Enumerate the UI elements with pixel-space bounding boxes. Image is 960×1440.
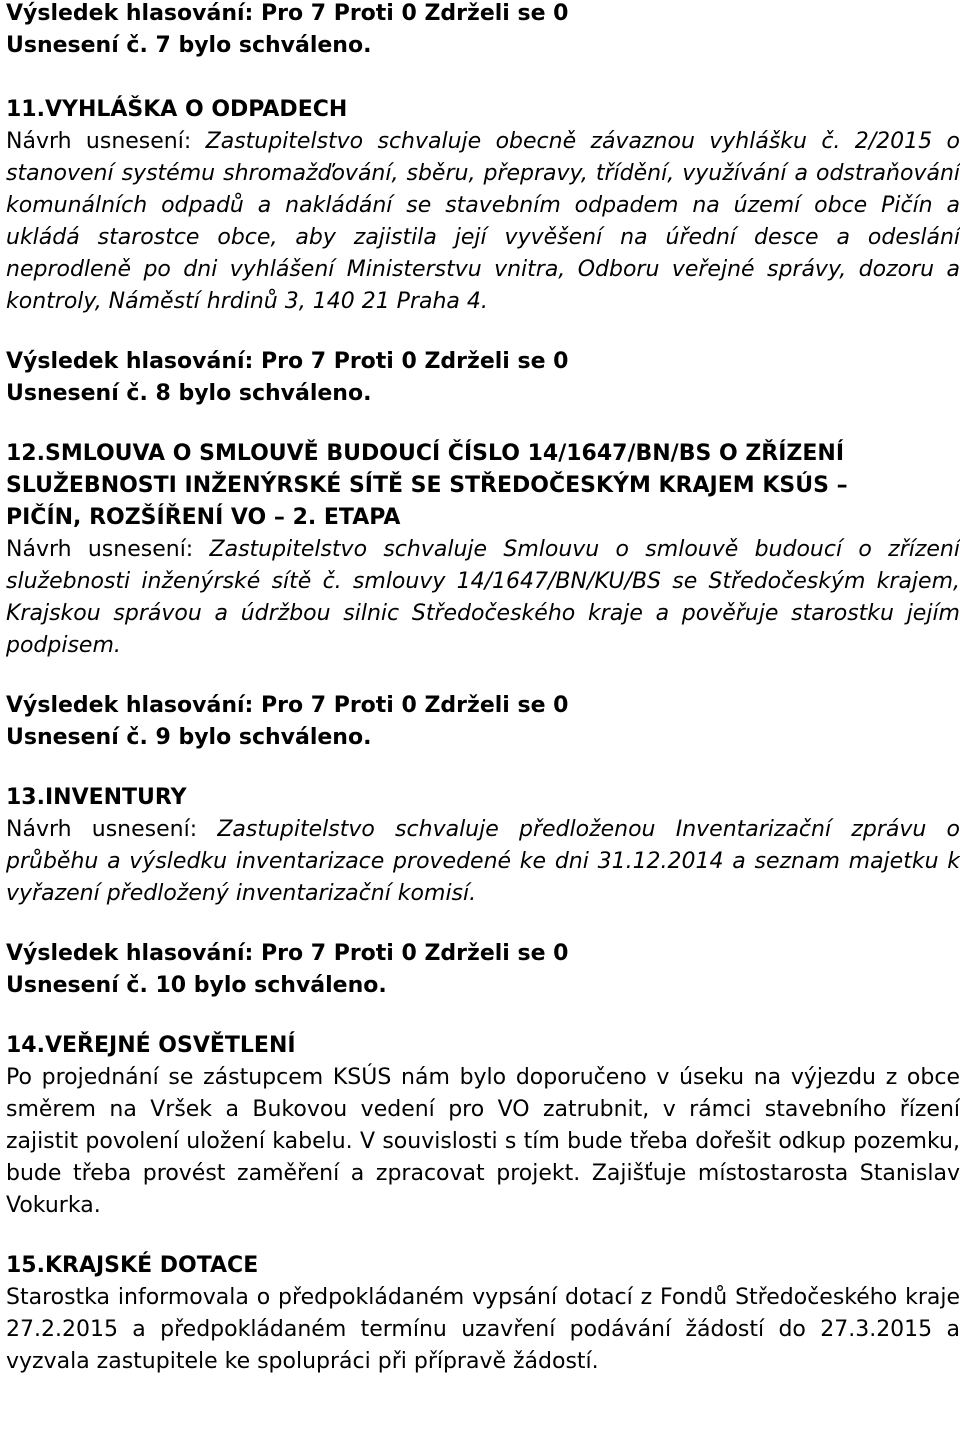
item-13-number: 13. [6,785,45,810]
item-12-proposal-label: Návrh usnesení: [6,537,210,562]
resolution-9: Usnesení č. 9 bylo schváleno. [6,725,372,750]
spacer [6,1002,960,1030]
item-15-title: KRAJSKÉ DOTACE [44,1253,259,1278]
item-15-number: 15. [6,1253,45,1278]
spacer [6,754,960,782]
item-12-heading-line3: PIČÍN, ROZŠÍŘENÍ VO – 2. ETAPA [6,505,401,530]
resolution-10: Usnesení č. 10 bylo schváleno. [6,973,387,998]
spacer [6,1222,960,1250]
item-13-proposal-label: Návrh usnesení: [6,817,218,842]
resolution-7: Usnesení č. 7 bylo schváleno. [6,33,372,58]
resolution-8: Usnesení č. 8 bylo schváleno. [6,381,372,406]
item-14-heading [6,1030,960,1062]
agenda-item-15 [6,1250,960,1378]
item-11-number: 11. [6,97,45,122]
item-11-proposal [6,126,960,318]
spacer [6,410,960,438]
item-12-number: 12. [6,441,45,466]
item-14-title: VEŘEJNÉ OSVĚTLENÍ [44,1033,296,1058]
item-12-heading [6,438,960,470]
item-13-proposal [6,814,960,910]
item-11-proposal-label: Návrh usnesení: [6,129,206,154]
agenda-item-11 [6,94,960,410]
item-13-heading [6,782,960,814]
item-15-heading [6,1250,960,1282]
item-13-proposal-text: Zastupitelstvo schvaluje předloženou Inventarizační zprávu o průběhu a výsledku inventarizace provedené ke dni 31.12.2014 a seznam majetku k vyřazení předložený inventarizační komisí. [6,817,960,906]
item-12-title-line1: SMLOUVA O SMLOUVĚ BUDOUCÍ ČÍSLO 14/1647/BN/BS O ZŘÍZENÍ [44,441,844,466]
spacer [6,318,960,346]
vote-result-10: Výsledek hlasování: Pro 7 Proti 0 Zdrželi se 0 [6,941,569,966]
vote-result-8: Výsledek hlasování: Pro 7 Proti 0 Zdrželi se 0 [6,349,569,374]
item-11-proposal-text: Zastupitelstvo schvaluje obecně závaznou vyhlášku č. 2/2015 o stanovení systému shromažďování, sběru, přepravy, třídění, využívání a odstraňování komunálních odpadů a nakládání se stavebním odpadem na území obce Pičín a ukládá starostce obce, aby zajistila její vyvěšení na úřední desce a odeslání neprodleně po dni vyhlášení Ministerstvu vnitra, Odboru veřejné správy, dozoru a kontroly, Náměstí hrdinů 3, 140 21 Praha 4. [6,129,960,314]
item-12-proposal-text-a: Zastupitelstvo schvaluje Smlouvu o smlouvě budoucí o zřízení služebnosti inženýrské sítě č. [6,537,960,594]
spacer [6,662,960,690]
item-11-heading [6,94,960,126]
item-13-title: INVENTURY [44,785,187,810]
spacer [6,62,960,94]
item-12-proposal [6,534,960,662]
item-15-text: Starostka informovala o předpokládaném vypsání dotací z Fondů Středočeského kraje 27.2.2015 a předpokládaném termínu uzavření podávání žádostí do 27.3.2015 a vyzvala zastupitele ke spolupráci při přípravě žádostí. [6,1285,960,1374]
agenda-item-12 [6,438,960,754]
item-14-text: Po projednání se zástupcem KSÚS nám bylo doporučeno v úseku na výjezdu z obce směrem na Vršek a Bukovou vedení pro VO zatrubnit, v rámci stavebního řízení zajistit povolení uložení kabelu. V souvislosti s tím bude třeba dořešit odkup pozemku, bude třeba provést zaměření a zpracovat projekt. Zajišťuje místostarosta Stanislav Vokurka. [6,1065,960,1218]
spacer [6,910,960,938]
item-12-proposal-text-b: smlouvy 14/1647/BN/KU/BS se Středočeským krajem, Krajskou správou a údržbou silnic Středočeského kraje a pověřuje starostku jejím podpisem. [6,569,960,658]
agenda-item-13 [6,782,960,1002]
vote-result-9: Výsledek hlasování: Pro 7 Proti 0 Zdrželi se 0 [6,693,569,718]
vote-result-7: Výsledek hlasování: Pro 7 Proti 0 Zdrželi se 0 [6,1,569,26]
item-11-title: VYHLÁŠKA O ODPADECH [44,97,348,122]
agenda-item-14 [6,1030,960,1222]
item-12-heading-line2: SLUŽEBNOSTI INŽENÝRSKÉ SÍTĚ SE STŘEDOČESKÝM KRAJEM KSÚS – [6,473,848,498]
item-14-number: 14. [6,1033,45,1058]
